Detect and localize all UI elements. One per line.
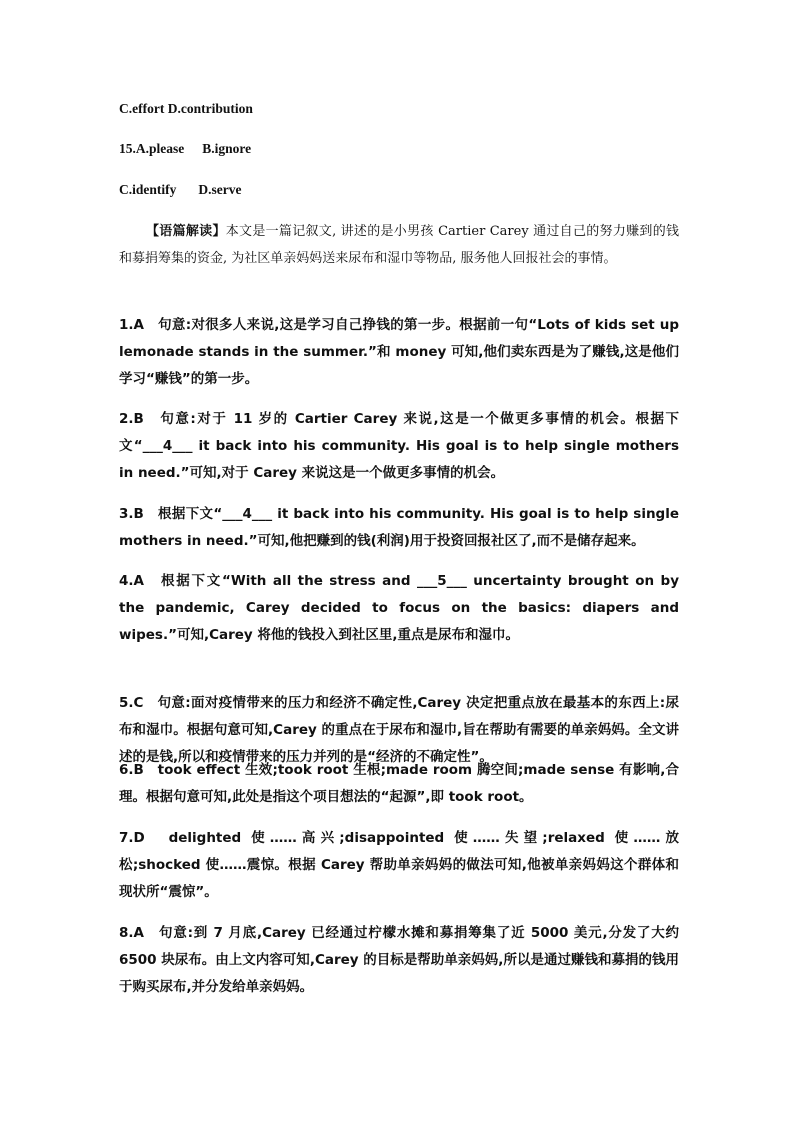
option-15c: C.identify xyxy=(119,182,177,197)
option-15d: D.serve xyxy=(198,182,242,197)
answer-4 xyxy=(119,568,679,649)
answer-1-text: 句意:对很多人来说,这是学习自己挣钱的第一步。根据前一句“Lots of kids set up lemonade stands in the summer.”和 money 可知,他们卖东西是为了赚钱,这是他们学习“赚钱”的第一步。 xyxy=(119,317,679,387)
answer-7-text: delighted 使……高兴;disappointed 使……失望;relaxed 使……放松;shocked 使……震惊。根据 Carey 帮助单亲妈妈的做法可知,他被单亲妈妈这个群体和现状所“震惊”。 xyxy=(119,830,679,900)
answer-5-text: 句意:面对疫情带来的压力和经济不确定性,Carey 决定把重点放在最基本的东西上:尿布和湿巾。根据句意可知,Carey 的重点在于尿布和湿巾,旨在帮助有需要的单亲妈妈。全文讲述的是钱,所以和疫情带来的压力并列的是“经济的不确定性”。 xyxy=(119,695,679,765)
option-15a: 15.A.please xyxy=(119,141,185,156)
answer-8-text: 句意:到 7 月底,Carey 已经通过柠檬水摊和募捐筹集了近 5000 美元,分发了大约 6500 块尿布。由上文内容可知,Carey 的目标是帮助单亲妈妈,所以是通过赚钱和募捐的钱用于购买尿布,并分发给单亲妈妈。 xyxy=(119,925,679,995)
options-line-2 xyxy=(119,141,251,157)
answer-6 xyxy=(119,757,679,811)
answer-3-text: 根据下文“___4___ it back into his community. His goal is to help single mothers in need.”可知,他把赚到的钱(利润)用于投资回报社区了,而不是储存起来。 xyxy=(119,506,679,549)
options-line-1: C.effort D.contribution xyxy=(119,101,253,116)
answer-4-text: 根据下文“With all the stress and ___5___ uncertainty brought on by the pandemic, Carey decided to focus on the basics: diapers and wipes.”可知,Carey 将他的钱投入到社区里,重点是尿布和湿巾。 xyxy=(119,573,679,643)
answer-6-key: 6.B xyxy=(119,762,144,778)
answer-8 xyxy=(119,920,679,1001)
answer-6-text: took effect 生效;took root 生根;made room 腾空间;made sense 有影响,合理。根据句意可知,此处是指这个项目想法的“起源”,即 took root。 xyxy=(119,762,679,805)
answer-7-key: 7.D xyxy=(119,830,145,846)
answer-1 xyxy=(119,312,679,393)
option-15b: B.ignore xyxy=(202,141,252,156)
reading-text: 本文是一篇记叙文, 讲述的是小男孩 Cartier Carey 通过自己的努力赚到的钱和募捐筹集的资金, 为社区单亲妈妈送来尿布和湿巾等物品, 服务他人回报社会的事情。 xyxy=(119,224,679,266)
answer-2-key: 2.B xyxy=(119,411,144,427)
answer-3 xyxy=(119,501,679,555)
answer-7 xyxy=(119,825,679,906)
reading-lead-label: 【语篇解读】 xyxy=(146,224,226,239)
reading-interpretation xyxy=(119,218,679,272)
answer-5-key: 5.C xyxy=(119,695,144,711)
answer-1-key: 1.A xyxy=(119,317,144,333)
options-line-3 xyxy=(119,182,241,198)
answer-3-key: 3.B xyxy=(119,506,144,522)
answer-4-key: 4.A xyxy=(119,573,144,589)
answer-8-key: 8.A xyxy=(119,925,144,941)
answer-2-text: 句意:对于 11 岁的 Cartier Carey 来说,这是一个做更多事情的机会。根据下文“___4___ it back into his community. His goal is to help single mothers in need.”可知,对于 Carey 来说这是一个做更多事情的机会。 xyxy=(119,411,679,481)
answer-2 xyxy=(119,406,679,487)
